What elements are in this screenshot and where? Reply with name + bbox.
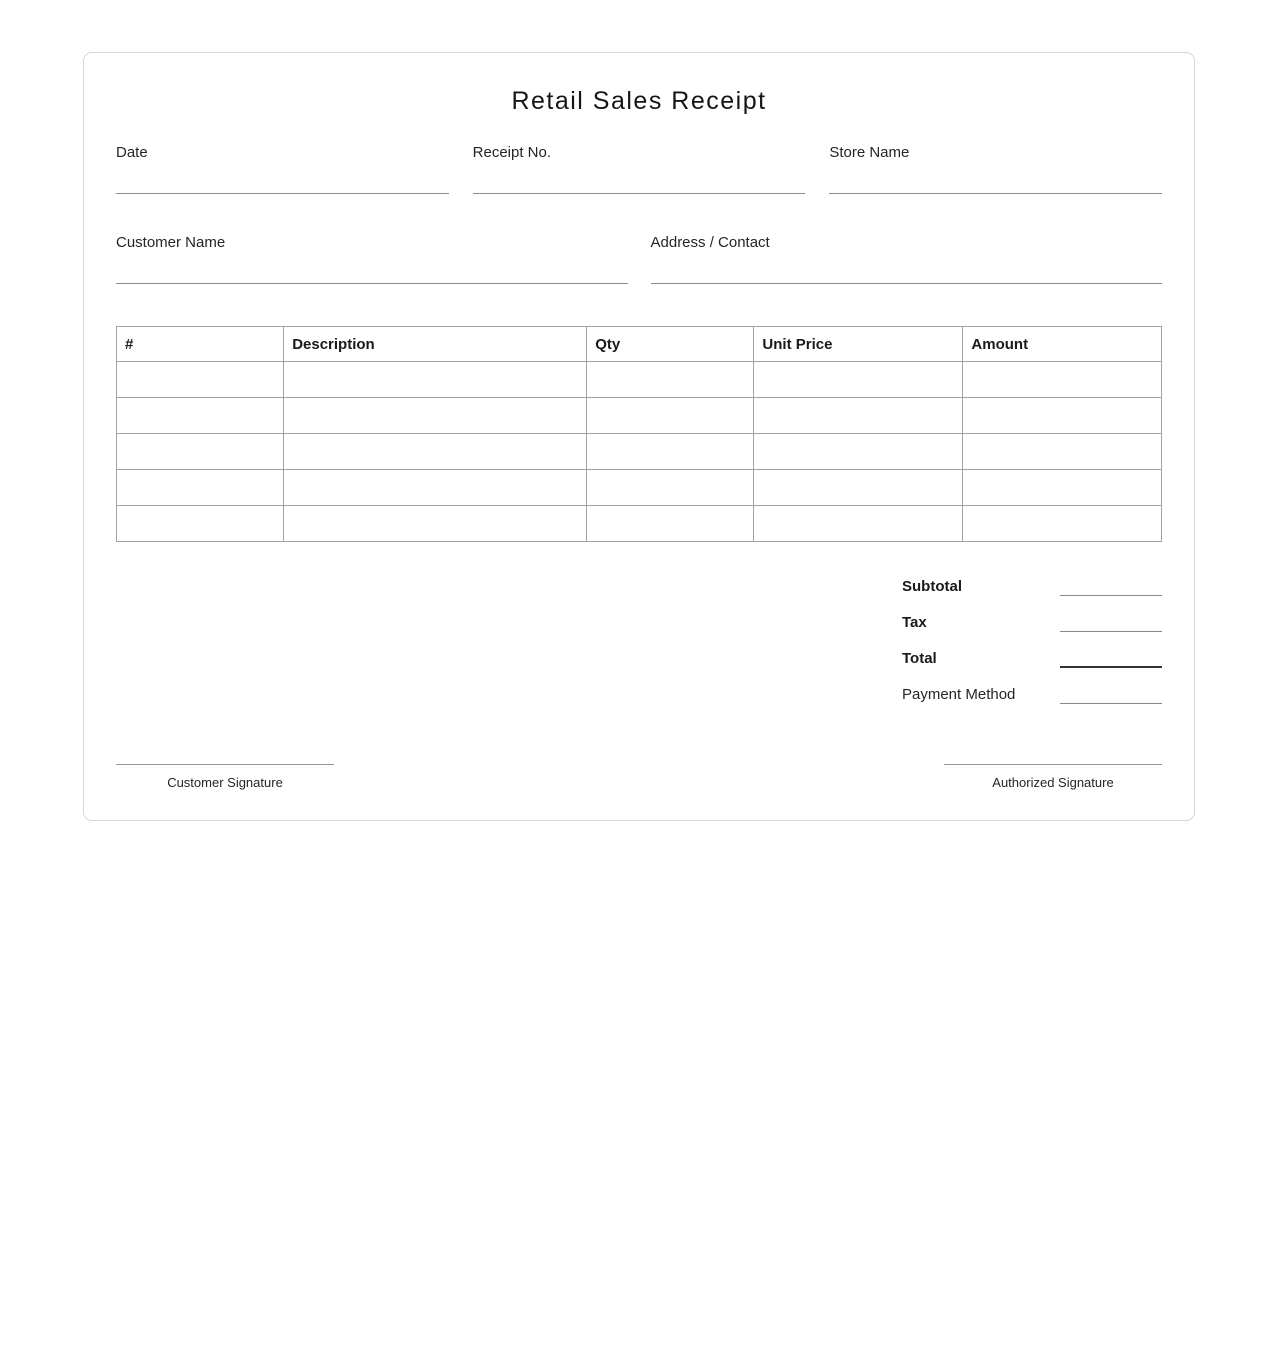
col-header-amount: Amount: [963, 327, 1162, 362]
tax-value-line: [1060, 631, 1162, 632]
table-cell: [117, 434, 284, 470]
store-name-label: Store Name: [829, 144, 910, 161]
authorized-signature-line: [944, 764, 1162, 765]
table-cell: [963, 362, 1162, 398]
tax-label: Tax: [902, 613, 927, 631]
items-table-body: [117, 362, 1162, 542]
customer-signature-line: [116, 764, 334, 765]
table-cell: [284, 362, 587, 398]
store-name-field: [829, 143, 1162, 194]
table-cell: [587, 470, 754, 506]
address-contact-field: [651, 233, 1163, 284]
table-cell: [963, 506, 1162, 542]
table-cell: [284, 470, 587, 506]
customer-name-field-line: [116, 283, 628, 284]
table-cell: [587, 506, 754, 542]
table-cell: [284, 398, 587, 434]
customer-name-field: [116, 233, 628, 284]
table-cell: [963, 434, 1162, 470]
table-cell: [117, 398, 284, 434]
page: [0, 52, 1278, 1352]
subtotal-row: [902, 568, 1162, 604]
table-cell: [754, 398, 963, 434]
col-header-number: #: [117, 327, 284, 362]
subtotal-value-line: [1060, 595, 1162, 596]
table-cell: [754, 506, 963, 542]
table-row: [117, 506, 1162, 542]
table-cell: [754, 434, 963, 470]
payment-method-value-line: [1060, 703, 1162, 704]
customer-name-label: Customer Name: [116, 234, 226, 251]
receipt-card: [83, 52, 1195, 821]
address-contact-field-line: [651, 283, 1163, 284]
table-row: [117, 398, 1162, 434]
date-field-line: [116, 193, 449, 194]
table-header-row: [117, 327, 1162, 362]
header-fields-row: [116, 143, 1162, 194]
receipt-no-field-line: [473, 193, 806, 194]
table-cell: [284, 506, 587, 542]
payment-method-row: [902, 676, 1162, 712]
table-cell: [963, 398, 1162, 434]
table-cell: [284, 434, 587, 470]
table-row: [117, 434, 1162, 470]
authorized-signature-label: Authorized Signature: [992, 775, 1114, 790]
customer-signature-label: Customer Signature: [167, 775, 283, 790]
subtotal-label: Subtotal: [902, 577, 962, 595]
table-cell: [117, 470, 284, 506]
items-table: [116, 326, 1162, 542]
total-value-line: [1060, 666, 1162, 668]
table-row: [117, 362, 1162, 398]
store-name-field-line: [829, 193, 1162, 194]
authorized-signature-block: [944, 764, 1162, 790]
table-row: [117, 470, 1162, 506]
tax-row: [902, 604, 1162, 640]
address-contact-label: Address / Contact: [650, 234, 770, 251]
receipt-no-field: [473, 143, 806, 194]
customer-fields-row: [116, 233, 1162, 284]
table-cell: [587, 434, 754, 470]
col-header-qty: Qty: [587, 327, 754, 362]
table-cell: [587, 362, 754, 398]
signatures-section: [116, 764, 1162, 790]
col-header-description: Description: [284, 327, 587, 362]
table-cell: [587, 398, 754, 434]
date-field: [116, 143, 449, 194]
totals-section: [902, 568, 1162, 712]
payment-method-label: Payment Method: [902, 685, 1016, 703]
table-cell: [963, 470, 1162, 506]
table-cell: [754, 470, 963, 506]
receipt-title: Retail Sales Receipt: [511, 87, 767, 115]
total-row: [902, 640, 1162, 676]
col-header-unit-price: Unit Price: [754, 327, 963, 362]
table-cell: [117, 506, 284, 542]
total-label: Total: [902, 649, 937, 667]
items-table-header: [117, 327, 1162, 362]
customer-signature-block: [116, 764, 334, 790]
date-label: Date: [116, 144, 148, 161]
receipt-no-label: Receipt No.: [472, 144, 552, 161]
table-cell: [117, 362, 284, 398]
table-cell: [754, 362, 963, 398]
